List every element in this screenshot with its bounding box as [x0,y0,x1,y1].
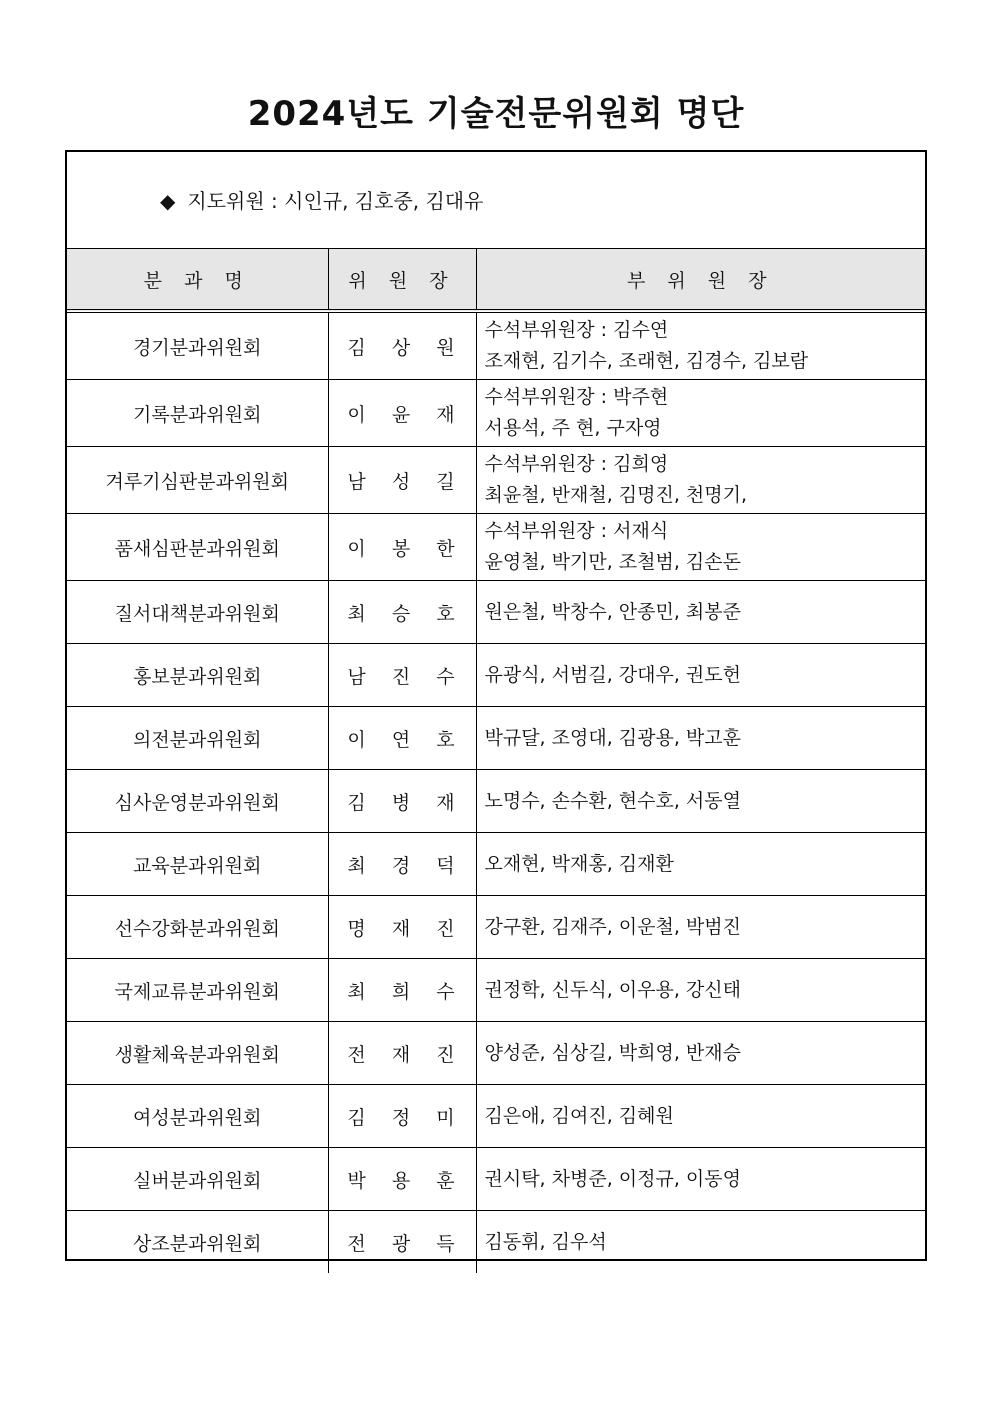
table-row [67,707,925,770]
vice-chairs [476,833,925,896]
vice-line: 최윤철, 반재철, 김명진, 천명기, [484,484,748,506]
diamond-bullet-icon: ◆ [160,189,176,213]
committee-name: 여성분과위원회 [67,1085,328,1148]
committee-name: 경기분과위원회 [67,311,328,380]
committee-name: 상조분과위원회 [67,1211,328,1274]
chair-name: 남 진 수 [328,644,476,707]
chair-name: 김 상 원 [328,311,476,380]
roster-frame [65,150,927,1261]
vice-chairs [476,311,925,380]
committee-name: 겨루기심판분과위원회 [67,447,328,514]
committee-name: 교육분과위원회 [67,833,328,896]
table-row [67,1085,925,1148]
table-row [67,833,925,896]
table-row [67,581,925,644]
chair-name: 이 봉 한 [328,514,476,581]
table-header-row [67,249,925,312]
advisors-line [160,185,483,214]
committee-name: 선수강화분과위원회 [67,896,328,959]
committee-name: 질서대책분과위원회 [67,581,328,644]
committee-name: 기록분과위원회 [67,380,328,447]
vice-line: 노명수, 손수환, 현수호, 서동열 [484,789,741,812]
table-row [67,447,925,514]
vice-line: 조재현, 김기수, 조래현, 김경수, 김보람 [484,350,809,372]
vice-chairs [476,1022,925,1085]
chair-name: 이 연 호 [328,707,476,770]
vice-chairs [476,1085,925,1148]
committee-name: 품새심판분과위원회 [67,514,328,581]
committee-table [67,248,925,1273]
vice-line: 박규달, 조영대, 김광용, 박고훈 [484,726,741,749]
vice-line: 윤영철, 박기만, 조철범, 김손돈 [484,551,741,573]
chair-name: 김 병 재 [328,770,476,833]
table-body [67,311,925,1273]
chair-name: 최 경 덕 [328,833,476,896]
committee-name: 홍보분과위원회 [67,644,328,707]
table-row [67,311,925,380]
committee-name: 의전분과위원회 [67,707,328,770]
vice-chairs [476,581,925,644]
vice-chairs [476,896,925,959]
table-row [67,896,925,959]
vice-chairs [476,380,925,447]
table-row [67,380,925,447]
vice-line: 원은철, 박창수, 안종민, 최봉준 [484,600,741,623]
committee-name: 생활체육분과위원회 [67,1022,328,1085]
vice-chairs [476,644,925,707]
vice-line: 수석부위원장 : 서재식 [484,520,669,542]
header-committee: 분 과 명 [67,249,328,312]
vice-line: 수석부위원장 : 박주현 [484,386,669,408]
vice-line: 양성준, 심상길, 박희영, 반재승 [484,1041,741,1064]
table-row [67,770,925,833]
page-title: 2024년도 기술전문위원회 명단 [247,94,745,134]
advisors-text: 지도위원 : 시인규, 김호중, 김대유 [187,189,484,213]
vice-chairs [476,1148,925,1211]
chair-name: 이 윤 재 [328,380,476,447]
vice-chairs [476,447,925,514]
vice-line: 수석부위원장 : 김희영 [484,453,669,475]
vice-line: 유광식, 서범길, 강대우, 권도헌 [484,663,741,686]
header-chair: 위 원 장 [328,249,476,312]
table-row [67,644,925,707]
chair-name: 최 승 호 [328,581,476,644]
chair-name: 박 용 훈 [328,1148,476,1211]
table-row [67,959,925,1022]
vice-line: 강구환, 김재주, 이운철, 박범진 [484,915,741,938]
table-row [67,1211,925,1274]
chair-name: 남 성 길 [328,447,476,514]
vice-line: 김은애, 김여진, 김혜원 [484,1104,674,1127]
vice-line: 김동휘, 김우석 [484,1230,607,1253]
chair-name: 명 재 진 [328,896,476,959]
vice-line: 권정학, 신두식, 이우용, 강신태 [484,978,741,1001]
vice-line: 서용석, 주 현, 구자영 [484,417,662,439]
vice-chairs [476,514,925,581]
vice-chairs [476,1211,925,1274]
chair-name: 전 광 득 [328,1211,476,1274]
committee-name: 심사운영분과위원회 [67,770,328,833]
table-row [67,1148,925,1211]
chair-name: 김 정 미 [328,1085,476,1148]
table-row [67,1022,925,1085]
table-row [67,514,925,581]
header-vice: 부 위 원 장 [476,249,925,312]
committee-name: 국제교류분과위원회 [67,959,328,1022]
vice-line: 권시탁, 차병준, 이정규, 이동영 [484,1167,741,1190]
vice-line: 오재현, 박재홍, 김재환 [484,852,674,875]
vice-chairs [476,707,925,770]
chair-name: 전 재 진 [328,1022,476,1085]
vice-chairs [476,959,925,1022]
vice-chairs [476,770,925,833]
committee-name: 실버분과위원회 [67,1148,328,1211]
vice-line: 수석부위원장 : 김수연 [484,319,669,341]
chair-name: 최 희 수 [328,959,476,1022]
